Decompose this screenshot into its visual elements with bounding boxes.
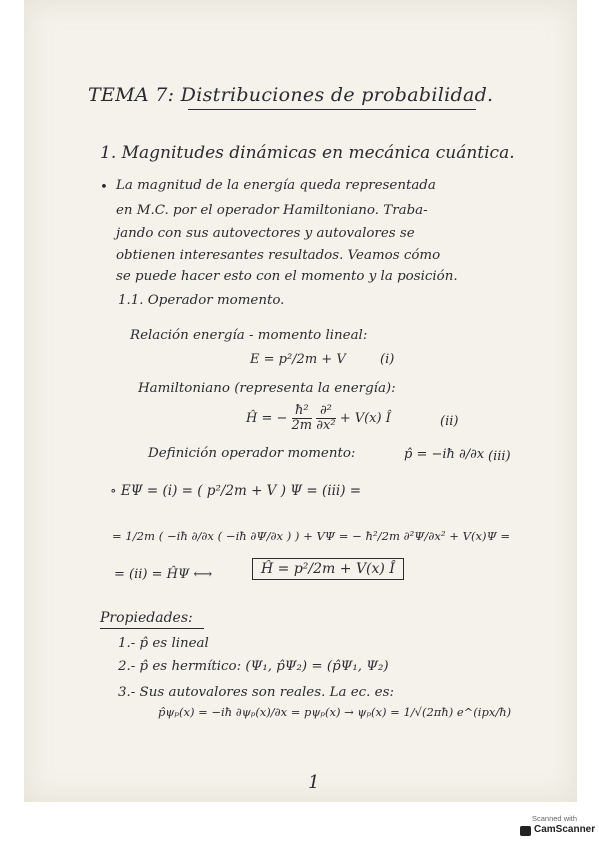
page-number: 1 <box>308 772 320 793</box>
definition-label: Definición operador momento: <box>148 446 356 461</box>
derivation-line-3: = (ii) = ĤΨ ⟷ <box>114 567 213 582</box>
camscanner-logo-icon <box>520 826 531 836</box>
second-derivative-fraction <box>316 404 335 433</box>
scanner-brand: CamScanner <box>534 824 596 835</box>
bullet-mark: • <box>100 180 108 195</box>
property-1: 1.- p̂ es lineal <box>118 636 209 651</box>
hamiltonian-equation <box>246 404 391 433</box>
equation-i-tag: (i) <box>380 352 395 367</box>
paragraph-line-5: se puede hacer esto con el momento y la posición. <box>116 269 458 284</box>
hbar-fraction-den: 2m <box>291 418 313 433</box>
scanner-watermark <box>516 812 596 840</box>
section-heading: 1. Magnitudes dinámicas en mecánica cuántica. <box>100 143 515 163</box>
hbar-fraction-num: ħ² <box>292 404 313 419</box>
hamiltonian-tag: (ii) <box>440 414 459 429</box>
hamiltonian-label: Hamiltoniano (representa la energía): <box>138 381 396 396</box>
property-3: 3.- Sus autovalores son reales. La ec. es: <box>118 685 394 700</box>
page-title: TEMA 7: Distribuciones de probabilidad. <box>88 84 494 106</box>
paragraph-line-1: La magnitud de la energía queda representada <box>116 178 436 193</box>
definition-tag: (iii) <box>488 449 511 464</box>
relation-label: Relación energía - momento lineal: <box>130 328 368 343</box>
boxed-hamiltonian: Ĥ = p²/2m + V(x) Î <box>252 558 404 580</box>
second-derivative-den: ∂x² <box>316 418 336 433</box>
derivation-line-1: ∘ EΨ = (i) = ( p²/2m + V ) Ψ = (iii) = <box>110 483 362 499</box>
title-underline <box>188 109 476 110</box>
definition-equation: p̂ = −iħ ∂/∂x <box>404 447 485 462</box>
hamiltonian-rest: + V(x) Î <box>339 411 391 426</box>
equation-i: E = p²/2m + V <box>250 352 346 367</box>
eigenvalue-equation: p̂ψₚ(x) = −iħ ∂ψₚ(x)/∂x = pψₚ(x) → ψₚ(x) = 1/√(2πħ) e^(ipx/ħ) <box>158 705 512 719</box>
properties-underline <box>100 628 204 629</box>
properties-title: Propiedades: <box>100 610 193 626</box>
property-2: 2.- p̂ es hermítico: (Ψ₁, p̂Ψ₂) = (p̂Ψ₁, Ψ₂) <box>118 659 389 674</box>
derivation-line-2: = 1/2m ( −iħ ∂/∂x ( −iħ ∂Ψ/∂x ) ) + VΨ = − ħ²/2m ∂²Ψ/∂x² + V(x)Ψ = <box>112 529 511 543</box>
hbar-fraction <box>292 404 313 433</box>
paragraph-line-3: jando con sus autovectores y autovalores se <box>116 226 415 241</box>
hamiltonian-lhs: Ĥ = − <box>246 411 288 426</box>
notebook-page <box>24 0 577 802</box>
subsection-heading: 1.1. Operador momento. <box>118 293 285 308</box>
paragraph-line-2: en M.C. por el operador Hamiltoniano. Traba- <box>116 203 428 218</box>
paragraph-line-4: obtienen interesantes resultados. Veamos cómo <box>116 248 441 263</box>
second-derivative-num: ∂² <box>316 404 335 419</box>
scanner-caption: Scanned with <box>532 814 578 823</box>
